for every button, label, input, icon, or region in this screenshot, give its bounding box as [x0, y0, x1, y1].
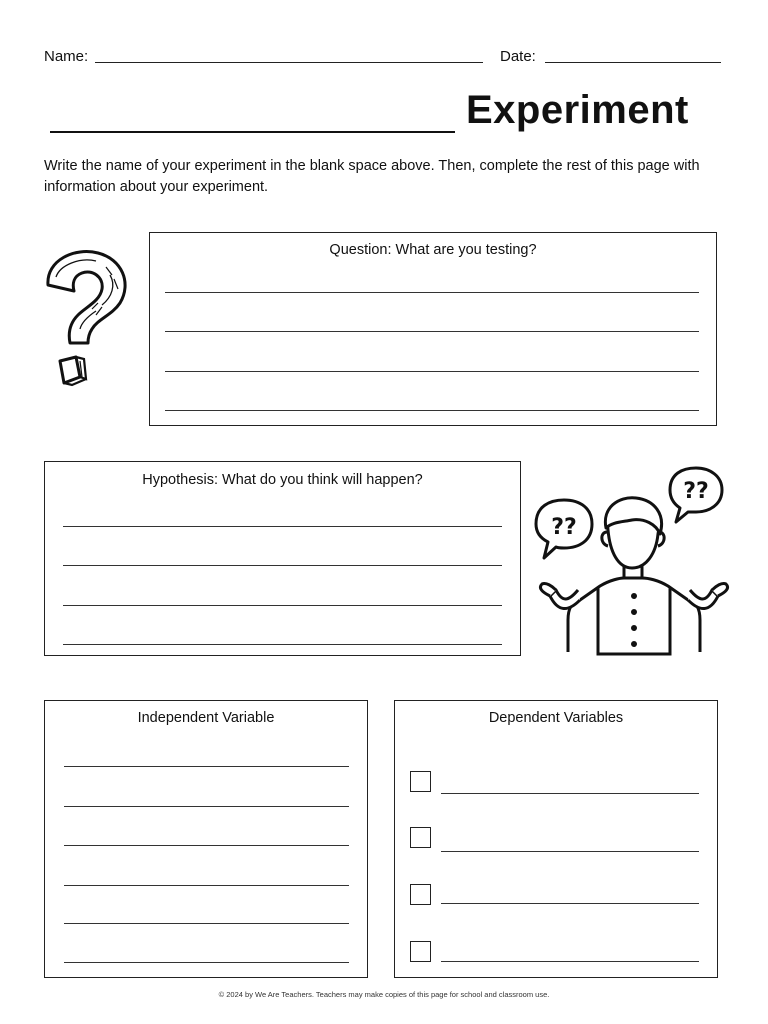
bubble-right-text: ?? — [683, 479, 709, 504]
hypothesis-box — [44, 461, 521, 656]
date-label: Date: — [500, 48, 536, 65]
experiment-name-field[interactable] — [50, 131, 455, 133]
question-answer-line[interactable] — [165, 410, 699, 411]
name-field[interactable] — [95, 62, 483, 63]
confused-person-icon — [528, 462, 728, 662]
independent-answer-line[interactable] — [64, 923, 349, 924]
hypothesis-answer-line[interactable] — [63, 605, 502, 606]
hypothesis-answer-line[interactable] — [63, 526, 502, 527]
copyright-footer: © 2024 by We Are Teachers. Teachers may make copies of this page for school and classroom use. — [218, 990, 550, 999]
independent-answer-line[interactable] — [64, 885, 349, 886]
page-title: Experiment — [466, 88, 689, 132]
hypothesis-answer-line[interactable] — [63, 565, 502, 566]
question-title: Question: What are you testing? — [329, 242, 537, 258]
independent-variable-box — [44, 700, 368, 978]
independent-answer-line[interactable] — [64, 962, 349, 963]
independent-answer-line[interactable] — [64, 766, 349, 767]
dependent-answer-line[interactable] — [441, 961, 699, 962]
bubble-left-text: ?? — [551, 515, 577, 540]
question-mark-icon — [40, 245, 135, 390]
dependent-answer-line[interactable] — [441, 793, 699, 794]
hypothesis-answer-line[interactable] — [63, 644, 502, 645]
dependent-answer-line[interactable] — [441, 903, 699, 904]
name-label: Name: — [44, 48, 89, 65]
dependent-variables-title: Dependent Variables — [488, 710, 624, 726]
question-answer-line[interactable] — [165, 371, 699, 372]
independent-variable-title: Independent Variable — [137, 710, 275, 726]
dependent-checkbox[interactable] — [410, 941, 431, 962]
hypothesis-title: Hypothesis: What do you think will happen? — [142, 472, 423, 488]
dependent-answer-line[interactable] — [441, 851, 699, 852]
dependent-checkbox[interactable] — [410, 827, 431, 848]
independent-answer-line[interactable] — [64, 845, 349, 846]
dependent-checkbox[interactable] — [410, 884, 431, 905]
question-box — [149, 232, 717, 426]
dependent-variables-box — [394, 700, 718, 978]
question-answer-line[interactable] — [165, 292, 699, 293]
independent-answer-line[interactable] — [64, 806, 349, 807]
dependent-checkbox[interactable] — [410, 771, 431, 792]
instructions-text: Write the name of your experiment in the blank space above. Then, complete the rest of this page with information about your experiment. — [44, 158, 700, 195]
question-answer-line[interactable] — [165, 331, 699, 332]
date-field[interactable] — [545, 62, 721, 63]
